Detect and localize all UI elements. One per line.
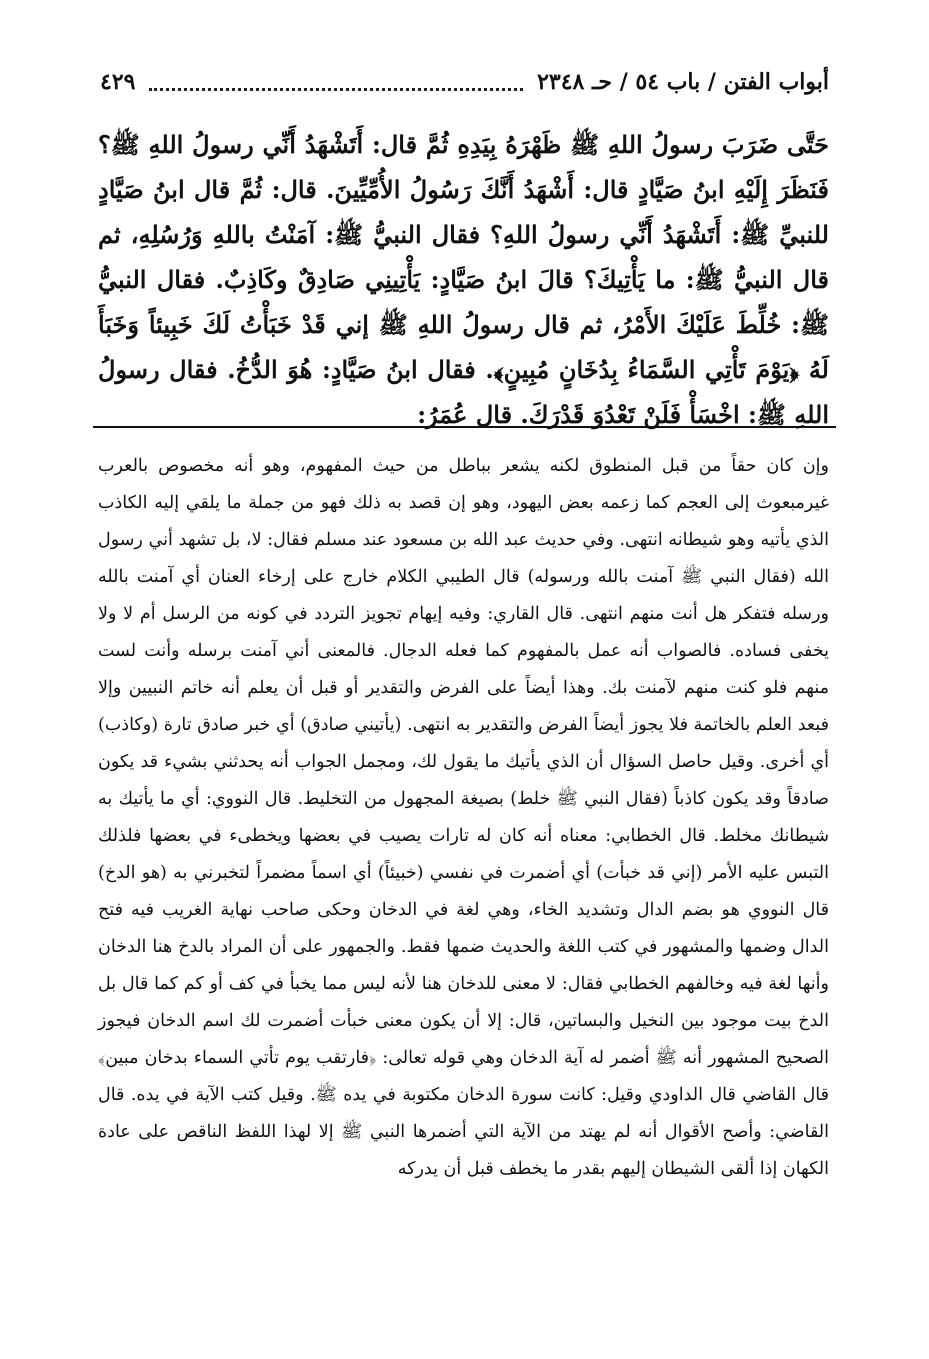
header-dot-leader — [149, 74, 523, 91]
running-title: أبواب الفتن / باب ٥٤ / حـ ٢٣٤٨ — [537, 69, 829, 95]
commentary-text: وإن كان حقاً من قبل المنطوق لكنه يشعر بباطل من حيث المفهوم، وهو أنه مخصوص بالعرب غيرمبعوث إلى العجم كما زعمه بعض اليهود، وهو إن قصد به ذلك فهو من جملة ما يلقي إليه الكاذب الذي يأتيه وهو شيطانه انتهى. وفي حديث عبد الله بن مسعود عند مسلم فقال: لا، بل تشهد أني رسول الله (فقال النبي ﷺ آمنت بالله ورسوله) قال الطيبي الكلام خارج على إرخاء العنان أي آمنت بالله ورسله فتفكر هل أنت منهم انتهى. قال القاري: وفيه إيهام تجويز التردد في كونه من الرسل أم لا ولا يخفى فساده. فالصواب أنه عمل بالمفهوم كما فعله الدجال. فالمعنى أني آمنت برسله وأنت لست منهم فلو كنت منهم لآمنت بك. وهذا أيضاً على الفرض والتقدير أو قبل أن يعلم أنه خاتم النبيين وإلا فبعد العلم بالخاتمة فلا يجوز أيضاً الفرض والتقدير به انتهى. (يأتيني صادق) أي خبر صادق تارة (وكاذب) أي أخرى. وقيل حاصل السؤال أن الذي يأتيك ما يقول لك، ومجمل الجواب أنه يحدثني بشيء قد يكون صادقاً وقد يكون كاذباً (فقال النبي ﷺ خلط) بصيغة المجهول من التخليط. قال النووي: أي ما يأتيك به شيطانك مخلط. قال الخطابي: معناه أنه كان له تارات يصيب في بعضها ويخطىء في بعضها فلذلك التبس عليه الأمر (إني قد خبأت) أي أضمرت في نفسي (خبيئاً) أي اسماً مضمراً لتخبرني به (هو الدخ) قال النووي هو بضم الدال وتشديد الخاء، وهي لغة في الدخان وحكى صاحب نهاية الغريب فيه فتح الدال وضمها والمشهور في كتب اللغة والحديث ضمها فقط. والجمهور على أن المراد بالدخ هنا الدخان وأنها لغة فيه وخالفهم الخطابي فقال: لا معنى للدخان هنا لأنه ليس مما يخبأ في كف أو كم كما قال بل الدخ بيت موجود بين النخيل والبساتين، قال: إلا أن يكون معنى خبأت أضمرت لك اسم الدخان فيجوز الصحيح المشهور أنه ﷺ أضمر له آية الدخان وهي قوله تعالى: ﴿فارتقب يوم تأتي السماء بدخان مبين﴾ قال القاضي قال الداودي وقيل: كانت سورة الدخان مكتوبة في يده ﷺ. وقيل كتب الآية في يده. قال القاضي: وأصح الأقوال أنه لم يهتد من الآية التي أضمرها النبي ﷺ إلا لهذا اللفظ الناقص على عادة الكهان إذا ألقى الشيطان إليهم بقدر ما يخطف قبل أن يدركه — [98, 456, 829, 1179]
hadith-text-block — [98, 122, 829, 437]
hadith-text: حَتَّى ضَرَبَ رسولُ اللهِ ﷺ ظَهْرَهُ بِيَدِهِ ثُمَّ قال: أَتَشْهَدُ أَنِّي رسولُ اللهِ ﷺ؟ فَنَظَرَ إِلَيْهِ ابنُ صَيَّادٍ قال: أَشْهَدُ أَنَّكَ رَسُولُ الأُمِّيِّينَ. قال: ثُمَّ قال ابنُ صَيَّادٍ للنبيِّ ﷺ: أَتَشْهَدُ أَنِّي رسولُ اللهِ؟ فقال النبيُّ ﷺ: آمَنْتُ باللهِ وَرُسُلِهِ، ثم قال النبيُّ ﷺ: ما يَأْتِيكَ؟ قالَ ابنُ صَيَّادٍ: يَأْتِينِي صَادِقٌ وكَاذِبٌ. فقال النبيُّ ﷺ: خُلِّطَ عَلَيْكَ الأَمْرُ، ثم قال رسولُ اللهِ ﷺ إني قَدْ خَبَأْتُ لَكَ خَبِيئاً وَخَبَأَ لَهُ ﴿يَوْمَ تَأْتِي السَّمَاءُ بِدُخَانٍ مُبِينٍ﴾. فقال ابنُ صَيَّادٍ: هُوَ الدُّخُ. فقال رسولُ اللهِ ﷺ: اخْسَأْ فَلَنْ تَعْدُوَ قَدْرَكَ. قال عُمَرُ: — [98, 130, 829, 429]
commentary-block — [98, 448, 829, 1188]
running-header — [100, 62, 829, 102]
footnote-divider — [93, 426, 836, 428]
page-number: ٤٢٩ — [100, 69, 136, 95]
